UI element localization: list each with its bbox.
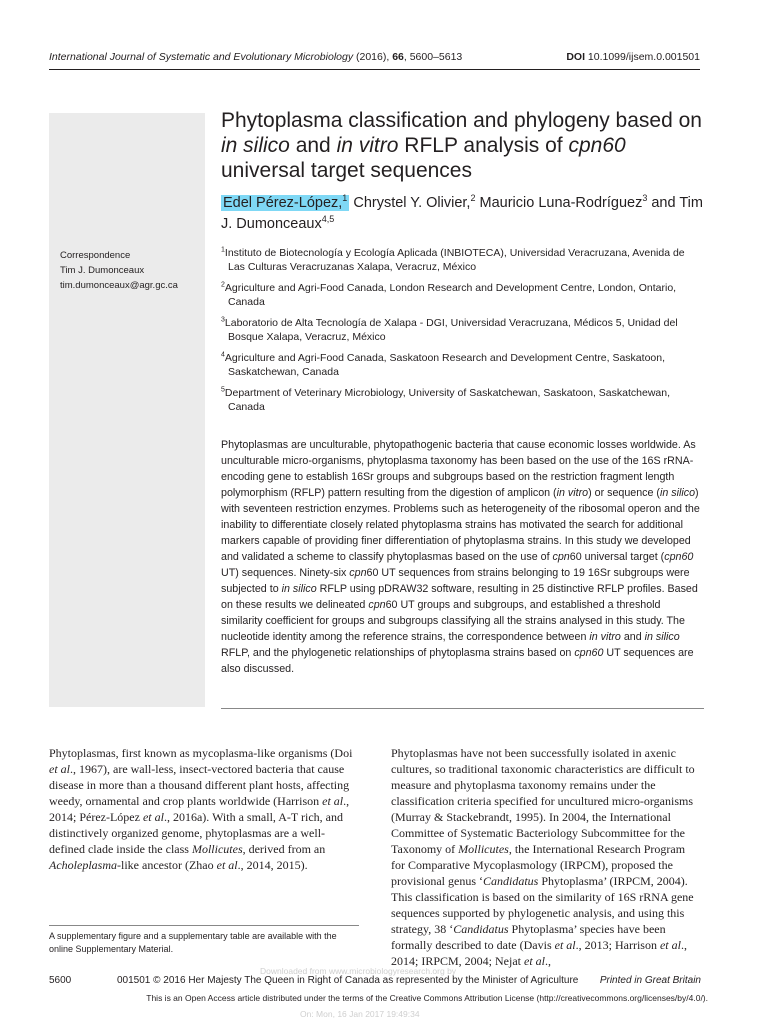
body-column-left — [49, 745, 359, 873]
footnote-rule — [49, 925, 359, 926]
author: and Tim J. Dumonceaux$^{4,5}$ — [221, 195, 703, 232]
author: Chrystel Y. Olivier,$^2$ — [349, 193, 476, 211]
italic-run: et al — [322, 794, 344, 808]
download-date-watermark: On: Mon, 16 Jan 2017 19:49:34 — [300, 1009, 420, 1019]
author-highlighted[interactable]: Edel Pérez-López,$^1$ — [223, 193, 348, 211]
abstract — [221, 437, 703, 677]
correspondence — [60, 248, 200, 293]
affiliation: $^4$Agriculture and Agri-Food Canada, Saskatoon Research and Development Centre, Saskatoon, Saskatchewan, Canada — [221, 351, 665, 378]
journal-citation: International Journal of Systematic and Evolutionary Microbiology (2016), 66, 5600–5613 — [49, 51, 463, 63]
italic-run: cpn60 — [574, 647, 604, 659]
text-run: 60 universal target ( — [569, 551, 665, 563]
text-run: ., 2014; Pérez-López — [49, 794, 350, 824]
italic-run: Candidatus — [453, 922, 509, 936]
text-run: ., 2013; Harrison — [575, 938, 660, 952]
text-run: 60 UT groups and subgroups, and established a threshold similarity coefficient for groups and subgroups classifying all the strains analysed in this study. The nucleotide identity among the reference strains, the correspondence between — [221, 599, 685, 643]
text-run: Phytoplasmas, first known as mycoplasma-like organisms (Doi — [49, 746, 353, 760]
italic-run: et al — [659, 938, 681, 952]
correspondence-label: Correspondence — [60, 250, 131, 261]
italic-run: Mollicutes — [458, 842, 509, 856]
author: Mauricio Luna-Rodríguez$^3$ — [475, 193, 648, 211]
italic-run: et al — [524, 954, 546, 968]
italic-run: cpn — [552, 551, 570, 563]
journal-name: International Journal of Systematic and Evolutionary Microbiology — [49, 51, 354, 63]
abstract-rule — [221, 708, 704, 709]
doi[interactable]: DOI 10.1099/ijsem.0.001501 — [566, 51, 700, 63]
affiliation: $^1$Instituto de Biotecnología y Ecología Aplicada (INBIOTECA), Universidad Veracruzana, Avenida de Las Culturas Veracruzanas Xalapa, Veracruz, México — [221, 246, 685, 273]
italic-run: cpn60 — [664, 551, 694, 563]
text-run: Phytoplasma’ species have been formally described to date (Davis — [391, 922, 666, 952]
text-run: ., 2014; IRPCM, 2004; Nejat — [391, 938, 687, 968]
header-rule — [49, 69, 700, 70]
italic-run: in vitro — [589, 631, 621, 643]
body-column-right — [391, 745, 701, 969]
affiliations — [221, 246, 704, 421]
text-run: -like ancestor (Zhao — [117, 858, 217, 872]
text-run: 60 UT sequences from strains belonging to 19 16Sr subgroups were subjected to — [221, 567, 690, 595]
italic-run: cpn — [349, 567, 367, 579]
text-run: , the International Research Program for Comparative Mycoplasmology (IRPCM), proposed the provisional genus ‘ — [391, 842, 686, 888]
italic-run: in silico — [659, 487, 696, 499]
italic-run: cpn — [368, 599, 386, 611]
text-run: Phytoplasmas have not been successfully isolated in axenic cultures, so traditional taxonomic characteristics are difficult to measure and phytoplasma taxonomy remains under the classification criteria specified for uncultured micro-organisms (Murray & Stackebrandt, 1995). In 2004, the International Committee of Systematic Bacteriology Subcommittee for the Taxonomy of — [391, 746, 695, 856]
italic-run: Acholeplasma — [49, 858, 117, 872]
italic-run: Candidatus — [483, 874, 539, 888]
italic-run: et al — [49, 762, 70, 776]
text-run: and — [620, 631, 645, 643]
text-run: ) with seventeen restriction enzymes. Problems such as heterogeneity of the ribosomal operon and the inability to differentiate closely related phytoplasma strains has motivated the search for additional markers capable of providing finer differentiation of phytoplasma strains. In this study we developed and validated a scheme to classify phytoplasmas based on the use of — [221, 487, 700, 563]
text-run: UT) sequences. Ninety-six — [221, 567, 350, 579]
text-run: ., — [545, 954, 552, 968]
italic-run: et al — [216, 858, 238, 872]
copyright: 001501 © 2016 Her Majesty The Queen in Right of Canada as represented by the Minister of Agriculture — [117, 975, 579, 986]
affiliation: $^2$Agriculture and Agri-Food Canada, London Research and Development Centre, London, Ontario, Canada — [221, 281, 677, 308]
text-run: ) or sequence ( — [588, 487, 660, 499]
correspondence-name: Tim J. Dumonceaux — [60, 265, 145, 276]
text-run: Phytoplasma’ (IRPCM, 2004). This classification is based on the similarity of 16S rRNA gene sequences supported by phylogenetic analysis, and using this strategy, 38 ‘ — [391, 874, 694, 936]
affiliation: $^3$Laboratorio de Alta Tecnología de Xalapa - DGI, Universidad Veracruzana, Médicos 5, Unidad del Bosque Xalapa, Veracruz, México — [221, 316, 678, 343]
author-list — [221, 193, 711, 235]
journal-volume: 66 — [392, 51, 404, 63]
italic-run: in vitro — [556, 487, 589, 499]
italic-run: Mollicutes — [191, 842, 243, 856]
italic-run: et al — [554, 938, 576, 952]
sidebar-panel — [49, 113, 205, 707]
affiliation: $^5$Department of Veterinary Microbiology, University of Saskatchewan, Saskatoon, Saskatchewan, Canada — [221, 386, 671, 413]
correspondence-email[interactable]: tim.dumonceaux@agr.gc.ca — [60, 280, 178, 291]
text-run: ., 2014, 2015). — [237, 858, 308, 872]
article-title: Phytoplasma classification and phylogeny based on in silico and in vitro RFLP analysis of cpn60 universal target sequences — [221, 109, 702, 182]
printed-in: Printed in Great Britain — [599, 975, 701, 986]
italic-run: in silico — [281, 583, 317, 595]
italic-run: in silico — [644, 631, 680, 643]
license-statement[interactable]: This is an Open Access article distributed under the terms of the Creative Commons Attribution License (http://creativecommons.org/licenses/by/4.0/). — [146, 993, 708, 1003]
download-watermark: Downloaded from www.microbiologyresearch.org by — [260, 966, 457, 976]
text-run: UT sequences are also discussed. — [221, 647, 694, 675]
text-run: , derived from an — [242, 842, 326, 856]
text-run: RFLP using pDRAW32 software, resulting in 25 distinctive RFLP profiles. Based on these results we delineated — [221, 583, 698, 611]
text-run: ., 2016a). With a small, A-T rich, and distinctively organized genome, phytoplasmas are a well-defined clade inside the class — [49, 810, 344, 856]
text-run: ., 1967), are wall-less, insect-vectored bacteria that cause disease in more than a thousand different plant hosts, affecting weedy, ornamental and crop plants worldwide (Harrison — [49, 762, 350, 808]
text-run: RFLP, and the phylogenetic relationships of phytoplasma strains based on — [221, 647, 575, 659]
italic-run: et al — [142, 810, 164, 824]
page-number: 5600 — [49, 975, 72, 986]
text-run: Phytoplasmas are unculturable, phytopathogenic bacteria that cause economic losses worldwide. As unculturable micro-organisms, phytoplasma taxonomy has been based on the use of the 16S rRNA-encoding gene to establish 16Sr groups and subgroups based on the restriction fragment length polymorphism (RFLP) pattern resulting from the digestion of amplicon ( — [221, 439, 696, 499]
footnote: A supplementary figure and a supplementary table are available with the online Supplementary Material. — [49, 931, 337, 954]
